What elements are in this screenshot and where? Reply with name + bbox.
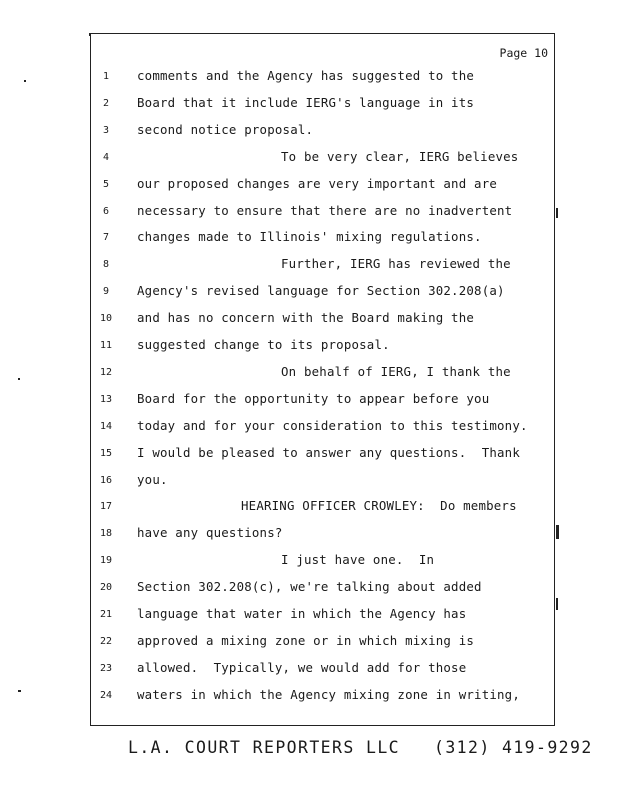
scan-mark	[556, 208, 558, 218]
line-text: our proposed changes are very important and are	[137, 175, 498, 191]
reporter-footer: L.A. COURT REPORTERS LLC (312) 419-9292	[128, 738, 593, 757]
line-text: Agency's revised language for Section 302.208(a)	[137, 283, 505, 299]
line-number: 12	[99, 366, 113, 378]
transcript-line	[91, 94, 556, 112]
line-number: 18	[99, 528, 113, 540]
scan-mark	[556, 598, 558, 610]
transcript-line	[91, 148, 556, 166]
transcript-line	[91, 659, 556, 677]
line-number: 7	[102, 232, 110, 244]
line-text: you.	[137, 471, 168, 487]
line-number: 6	[102, 205, 110, 217]
transcript-line	[91, 471, 556, 489]
line-text: allowed. Typically, we would add for those	[137, 659, 467, 675]
line-number: 11	[99, 340, 113, 351]
line-text: and has no concern with the Board making the	[137, 310, 475, 326]
line-text: language that water in which the Agency has	[137, 606, 467, 621]
transcript-line	[91, 336, 556, 354]
transcript-line	[91, 417, 556, 435]
line-number: 9	[102, 286, 110, 298]
line-number: 5	[102, 178, 110, 190]
transcript-line	[91, 497, 556, 515]
transcript-line	[91, 363, 556, 381]
transcript-line	[91, 175, 556, 193]
transcript-line	[91, 255, 556, 273]
line-number: 23	[99, 662, 113, 674]
line-text: On behalf of IERG, I thank the	[281, 363, 511, 379]
line-number: 13	[99, 393, 113, 405]
transcript-line	[91, 686, 556, 704]
transcript-line	[91, 444, 556, 462]
line-text: changes made to Illinois' mixing regulations.	[137, 229, 482, 245]
line-text: waters in which the Agency mixing zone in writing,	[137, 686, 520, 702]
scan-mark	[24, 80, 26, 82]
transcript-line	[91, 202, 556, 220]
line-number: 16	[99, 474, 113, 486]
line-number: 14	[99, 420, 113, 432]
line-number: 22	[99, 635, 113, 647]
transcript-line	[91, 551, 556, 569]
line-text: I would be pleased to answer any questions. Thank	[137, 444, 520, 460]
line-text: Board that it include IERG's language in its	[137, 94, 475, 110]
line-text: suggested change to its proposal.	[137, 337, 390, 352]
transcript-line	[91, 524, 556, 542]
line-number: 3	[102, 124, 110, 136]
line-number: 10	[99, 313, 113, 325]
line-number: 21	[99, 609, 113, 620]
line-text: HEARING OFFICER CROWLEY: Do members	[241, 498, 517, 514]
transcript-line	[91, 390, 556, 408]
line-text: have any questions?	[137, 525, 283, 541]
line-text: second notice proposal.	[137, 121, 314, 137]
scan-mark	[18, 690, 21, 692]
line-number: 1	[102, 71, 110, 82]
transcript-line	[91, 67, 556, 85]
line-number: 17	[99, 501, 113, 513]
line-number: 15	[99, 447, 113, 459]
line-text: Board for the opportunity to appear before you	[137, 390, 490, 406]
transcript-line	[91, 309, 556, 327]
scan-mark	[556, 525, 559, 539]
page-number: Page 10	[499, 46, 548, 60]
transcript-line	[91, 578, 556, 596]
line-text: comments and the Agency has suggested to the	[137, 68, 475, 83]
transcript-page	[90, 33, 555, 726]
transcript-line	[91, 605, 556, 623]
scan-mark	[18, 378, 20, 380]
transcript-line	[91, 121, 556, 139]
line-number: 2	[102, 97, 110, 109]
line-text: To be very clear, IERG believes	[281, 148, 519, 164]
scan-mark	[89, 33, 91, 36]
line-text: necessary to ensure that there are no inadvertent	[137, 202, 513, 218]
line-number: 20	[99, 582, 113, 594]
line-number: 24	[99, 689, 113, 701]
line-text: I just have one. In	[281, 552, 435, 568]
line-text: today and for your consideration to this testimony.	[137, 417, 528, 433]
line-number: 8	[102, 259, 110, 271]
transcript-line	[91, 632, 556, 650]
transcript-line	[91, 282, 556, 300]
transcript-line	[91, 228, 556, 246]
line-text: Further, IERG has reviewed the	[281, 256, 511, 272]
line-text: approved a mixing zone or in which mixing is	[137, 632, 475, 648]
line-text: Section 302.208(c), we're talking about added	[137, 579, 482, 595]
line-number: 4	[102, 151, 110, 163]
line-number: 19	[99, 555, 113, 567]
